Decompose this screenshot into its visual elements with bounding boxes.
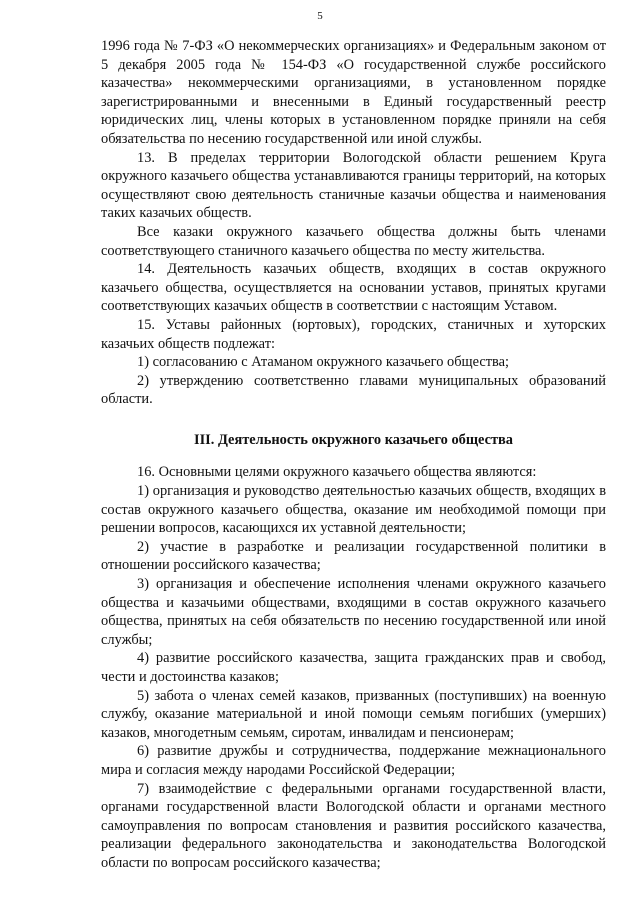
list-item: 5) забота о членах семей казаков, призванных (поступивших) на военную службу, оказание материальной и иной помощи семьям погибших (умерших) казаков, многодетным семьям, сиротам, инвалидам и пенсионерам; [101, 687, 606, 741]
list-item: 4) развитие российского казачества, защита гражданских прав и свобод, чести и достоинства казаков; [101, 650, 606, 685]
paragraph: 14. Деятельность казачьих обществ, входящих в состав окружного казачьего общества, осуществляется на основании уставов, принятых кругами соответствующих казачьих обществ в соответствии с настоящим Уставом. [101, 261, 606, 315]
list-item: 3) организация и обеспечение исполнения членами окружного казачьего общества и казачьими обществами, входящими в состав окружного казачьего общества, принятых на себя обязательств по несению государственной или иной службы; [101, 576, 606, 648]
list-item: 1) согласованию с Атаманом окружного казачьего общества; [137, 354, 510, 371]
section-heading: III. Деятельность окружного казачьего общества [193, 431, 513, 448]
list-item: 6) развитие дружбы и сотрудничества, поддержание межнационального мира и согласия между народами Российской Федерации; [101, 743, 606, 778]
paragraph: Все казаки окружного казачьего общества должны быть членами соответствующего станичного казачьего общества по месту жительства. [101, 223, 606, 259]
document-body [101, 37, 606, 873]
list-item: 7) взаимодействие с федеральными органами государственной власти, органами государственной власти Вологодской области и органами местного самоуправления по вопросам становления и развития российского казачества, реализации федерального законодательства и законодательства Вологодской области по вопросам российского казачества; [101, 780, 606, 871]
paragraph: 13. В пределах территории Вологодской области решением Круга окружного казачьего общества устанавливаются границы территорий, на которых осуществляют свою деятельность станичные казачьи общества и наименования таких казачьих обществ. [101, 149, 606, 222]
paragraph: 16. Основными целями окружного казачьего общества являются: [137, 464, 537, 481]
paragraph: 15. Уставы районных (юртовых), городских, станичных и хуторских казачьих обществ подлежат: [101, 316, 606, 352]
list-item: 2) участие в разработке и реализации государственной политики в отношении российского казачества; [101, 538, 606, 574]
list-item: 1) организация и руководство деятельностью казачьих обществ, входящих в состав окружного казачьего общества, оказание им необходимой помощи при решении вопросов, касающихся их уставной деятельности; [101, 483, 606, 537]
list-item: 2) утверждению соответственно главами муниципальных образований области. [101, 372, 606, 408]
page-number: 5 [317, 10, 323, 22]
paragraph: 1996 года № 7-ФЗ «О некоммерческих организациях» и Федеральным законом от 5 декабря 2005 года № 154-ФЗ «О государственной службе российского казачества» некоммерческими организациями, в установленном порядке зарегистрированными и внесенными в Единый государственный реестр юридических лиц, члены которых в установленном порядке приняли на себя обязательства по несению государственной или иной службы. [101, 38, 606, 147]
